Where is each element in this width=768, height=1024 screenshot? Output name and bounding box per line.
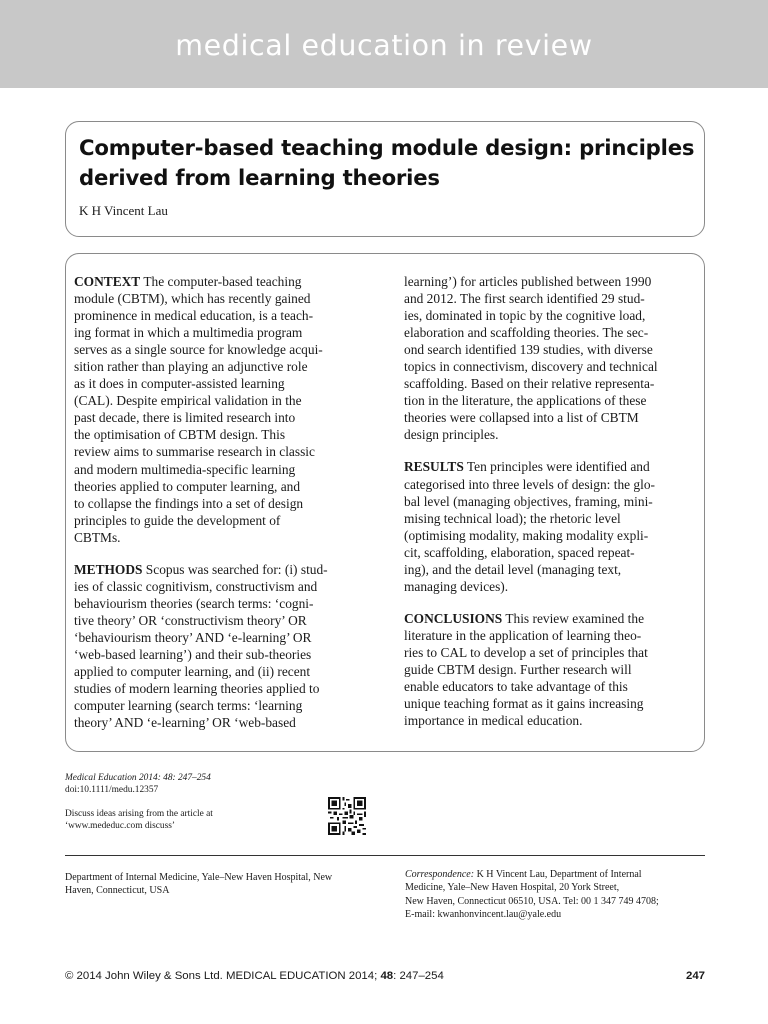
correspondence-text: K H Vincent Lau, Department of Internal bbox=[474, 869, 642, 880]
abstract-line bbox=[404, 610, 699, 627]
abstract-text: ond search identified 139 studies, with diverse bbox=[404, 342, 653, 358]
abstract-text: Scopus was searched for: (i) stud- bbox=[142, 561, 328, 577]
section-heading: CONCLUSIONS bbox=[404, 610, 503, 626]
abstract-section bbox=[74, 561, 374, 731]
abstract-line bbox=[74, 663, 374, 680]
section-heading: CONTEXT bbox=[74, 274, 141, 289]
abstract-line bbox=[74, 478, 374, 495]
abstract-line bbox=[74, 443, 374, 460]
abstract-text: elaboration and scaffolding theories. The sec- bbox=[404, 325, 649, 341]
discuss-note bbox=[65, 809, 213, 832]
abstract-text: ‘behaviourism theory’ AND ‘e-learning’ OR bbox=[74, 629, 312, 645]
abstract-text: topics in connectivism, discovery and technical bbox=[404, 359, 658, 375]
abstract-line bbox=[74, 461, 374, 478]
abstract-line bbox=[404, 392, 699, 409]
abstract-line bbox=[404, 627, 699, 644]
abstract-line bbox=[404, 426, 699, 443]
abstract-line bbox=[74, 392, 374, 409]
correspondence-label: Correspondence: bbox=[405, 869, 475, 880]
abstract-text: and modern multimedia-specific learning bbox=[74, 461, 296, 477]
abstract-section bbox=[404, 273, 699, 443]
abstract-text: ies of classic cognitivism, constructivism and bbox=[74, 578, 318, 594]
abstract-text: scaffolding. Based on their relative representa- bbox=[404, 376, 655, 392]
author-name: K H Vincent Lau bbox=[79, 203, 168, 218]
abstract-line bbox=[404, 544, 699, 561]
abstract-line bbox=[74, 561, 374, 578]
abstract-line bbox=[404, 290, 699, 307]
abstract-text: mising technical load); the rhetoric level bbox=[404, 510, 621, 526]
abstract-text: guide CBTM design. Further research will bbox=[404, 661, 632, 677]
abstract-section bbox=[74, 273, 374, 546]
abstract-text: (optimising modality, making modality expli- bbox=[404, 527, 649, 543]
abstract-line bbox=[404, 341, 699, 358]
abstract-text: the optimisation of CBTM design. This bbox=[74, 427, 286, 443]
correspondence bbox=[405, 868, 705, 921]
abstract-text: ing format in which a multimedia program bbox=[74, 325, 303, 341]
abstract-text: to collapse the findings into a set of design bbox=[74, 495, 304, 511]
abstract-text: tive theory’ OR ‘constructivism theory’ OR bbox=[74, 612, 307, 628]
abstract-line bbox=[404, 527, 699, 544]
abstract-text: module (CBTM), which has recently gained bbox=[74, 291, 311, 307]
abstract-text: serves as a single source for knowledge acqui- bbox=[74, 342, 323, 358]
abstract-right-column bbox=[404, 273, 699, 744]
abstract-text: categorised into three levels of design: the glo- bbox=[404, 476, 655, 492]
abstract-text: bal level (managing objectives, framing, mini- bbox=[404, 493, 653, 509]
abstract-text: Ten principles were identified and bbox=[463, 459, 650, 475]
page-number: 247 bbox=[685, 970, 705, 982]
abstract-section bbox=[404, 610, 699, 729]
abstract-text: CBTMs. bbox=[74, 529, 121, 545]
abstract-line bbox=[74, 714, 374, 731]
discuss-line: Discuss ideas arising from the article at bbox=[65, 809, 213, 819]
abstract-text: past decade, there is limited research into bbox=[74, 410, 296, 426]
abstract-text: This review examined the bbox=[502, 610, 645, 626]
abstract-text: applied to computer learning, and (ii) recent bbox=[74, 664, 311, 680]
abstract-line bbox=[404, 358, 699, 375]
abstract-line bbox=[74, 512, 374, 529]
abstract-line bbox=[74, 358, 374, 375]
abstract-text: cit, scaffolding, elaboration, spaced repeat- bbox=[404, 544, 635, 560]
abstract-text: The computer-based teaching bbox=[140, 274, 302, 289]
abstract-box bbox=[65, 253, 705, 752]
journal-citation: Medical Education 2014: 48: 247–254 bbox=[65, 773, 211, 783]
abstract-section bbox=[404, 458, 699, 594]
abstract-text: and 2012. The first search identified 29 stud- bbox=[404, 291, 645, 307]
abstract-line bbox=[404, 476, 699, 493]
abstract-text: ries to CAL to develop a set of principles that bbox=[404, 644, 648, 660]
abstract-line bbox=[404, 375, 699, 392]
abstract-line bbox=[74, 273, 374, 290]
article-title bbox=[79, 133, 695, 193]
volume-number: 48 bbox=[380, 970, 394, 982]
abstract-text: principles to guide the development of bbox=[74, 512, 281, 528]
abstract-left-column bbox=[74, 273, 374, 746]
section-heading: RESULTS bbox=[404, 459, 464, 475]
abstract-text: theories applied to computer learning, and bbox=[74, 478, 301, 494]
abstract-line bbox=[74, 578, 374, 595]
abstract-line bbox=[74, 341, 374, 358]
abstract-line bbox=[404, 678, 699, 695]
abstract-text: behaviourism theories (search terms: ‘cogni- bbox=[74, 595, 314, 611]
abstract-text: managing devices). bbox=[404, 578, 509, 594]
abstract-line bbox=[74, 495, 374, 512]
abstract-line bbox=[74, 307, 374, 324]
correspondence-line: Medicine, Yale–New Haven Hospital, 20 York Street, bbox=[405, 882, 620, 894]
abstract-text: ing), and the detail level (managing text, bbox=[404, 561, 622, 577]
abstract-line bbox=[74, 697, 374, 714]
doi: doi:10.1111/medu.12357 bbox=[65, 784, 159, 795]
abstract-text: enable educators to take advantage of this bbox=[404, 679, 628, 695]
abstract-text: learning’) for articles published between 1990 bbox=[404, 274, 652, 289]
abstract-line bbox=[404, 458, 699, 475]
page-footer bbox=[65, 967, 705, 985]
abstract-line bbox=[74, 595, 374, 612]
divider bbox=[65, 855, 705, 856]
affiliation-line: Department of Internal Medicine, Yale–New Haven Hospital, New bbox=[65, 872, 333, 883]
journal-header-band bbox=[0, 0, 768, 88]
article-title-line: Computer-based teaching module design: principles bbox=[79, 135, 695, 160]
abstract-text: sition rather than playing an adjunctive role bbox=[74, 359, 308, 375]
abstract-line bbox=[74, 375, 374, 392]
abstract-line bbox=[74, 680, 374, 697]
abstract-line bbox=[404, 644, 699, 661]
abstract-line bbox=[404, 661, 699, 678]
correspondence-line bbox=[405, 868, 705, 881]
abstract-line bbox=[404, 324, 699, 341]
abstract-text: unique teaching format as it gains increasing bbox=[404, 696, 644, 712]
affiliation-line: Haven, Connecticut, USA bbox=[65, 885, 170, 897]
abstract-text: theory’ AND ‘e-learning’ OR ‘web-based bbox=[74, 715, 296, 731]
page-range: : 247–254 bbox=[393, 970, 444, 982]
article-title-line: derived from learning theories bbox=[79, 165, 440, 190]
abstract-line bbox=[74, 324, 374, 341]
abstract-text: importance in medical education. bbox=[404, 713, 583, 729]
abstract-text: theories were collapsed into a list of CBTM bbox=[404, 410, 639, 426]
abstract-line bbox=[74, 290, 374, 307]
abstract-text: literature in the application of learning theo- bbox=[404, 627, 642, 643]
abstract-line bbox=[404, 578, 699, 595]
section-heading: METHODS bbox=[74, 561, 143, 577]
abstract-line bbox=[404, 695, 699, 712]
abstract-text: tion in the literature, the applications of these bbox=[404, 393, 647, 409]
abstract-text: prominence in medical education, is a teach- bbox=[74, 308, 314, 324]
abstract-line bbox=[74, 629, 374, 646]
abstract-text: computer learning (search terms: ‘learning bbox=[74, 698, 303, 714]
abstract-line bbox=[404, 273, 699, 290]
abstract-line bbox=[404, 561, 699, 578]
abstract-line bbox=[74, 529, 374, 546]
abstract-line bbox=[404, 510, 699, 527]
abstract-text: (CAL). Despite empirical validation in the bbox=[74, 393, 302, 409]
abstract-text: as it does in computer-assisted learning bbox=[74, 376, 285, 392]
abstract-text: design principles. bbox=[404, 427, 499, 443]
copyright-line bbox=[65, 967, 444, 985]
title-box bbox=[65, 121, 705, 237]
abstract-line bbox=[404, 409, 699, 426]
discuss-line: ‘www.mededuc.com discuss’ bbox=[65, 820, 176, 831]
journal-section-title: medical education in review bbox=[175, 29, 593, 62]
abstract-line bbox=[404, 712, 699, 729]
abstract-text: ies, dominated in topic by the cognitive load, bbox=[404, 308, 646, 324]
correspondence-line: New Haven, Connecticut 06510, USA. Tel: 00 1 347 749 4708; bbox=[405, 895, 659, 907]
abstract-line bbox=[74, 612, 374, 629]
abstract-line bbox=[404, 493, 699, 510]
copyright-text: © 2014 John Wiley & Sons Ltd. MEDICAL EDUCATION 2014; bbox=[65, 970, 381, 982]
abstract-line bbox=[74, 426, 374, 443]
abstract-line bbox=[74, 409, 374, 426]
qr-code-icon[interactable] bbox=[328, 797, 366, 835]
abstract-line bbox=[74, 646, 374, 663]
correspondence-email[interactable]: E-mail: kwanhonvincent.lau@yale.edu bbox=[405, 908, 562, 920]
abstract-text: ‘web-based learning’) and their sub-theories bbox=[74, 646, 312, 662]
citation-block bbox=[65, 773, 211, 796]
abstract-text: studies of modern learning theories applied to bbox=[74, 681, 320, 697]
abstract-text: review aims to summarise research in classic bbox=[74, 444, 315, 460]
abstract-line bbox=[404, 307, 699, 324]
affiliation bbox=[65, 871, 385, 898]
